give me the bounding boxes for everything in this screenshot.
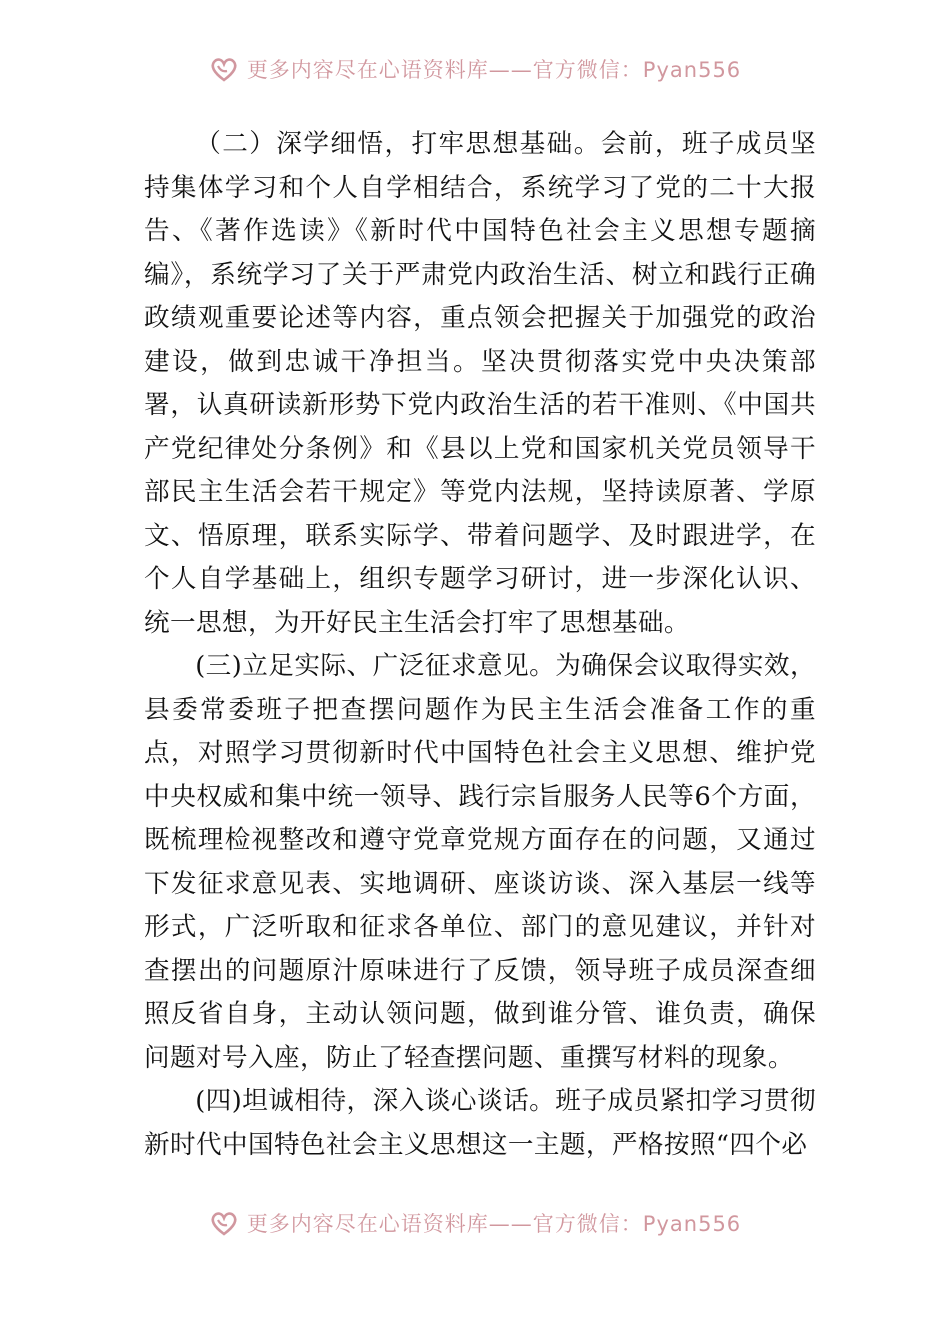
watermark-footer — [0, 1206, 950, 1240]
paragraph-section-3: (三)立足实际、广泛征求意见。为确保会议取得实效，县委常委班子把查摆问题作为民主生活会准备工作的重点，对照学习贯彻新时代中国特色社会主义思想、维护党中央权威和集中统一领导、践行宗旨服务人民等6个方面，既梳理检视整改和遵守党章党规方面存在的问题，又通过下发征求意见表、实地调研、座谈访谈、深入基层一线等形式，广泛听取和征求各单位、部门的意见建议，并针对查摆出的问题原汁原味进行了反馈，领导班子成员深查细照反省自身，主动认领问题，做到谁分管、谁负责，确保问题对号入座，防止了轻查摆问题、重撰写材料的现象。 — [144, 651, 816, 1073]
watermark-text: 更多内容尽在心语资料库——官方微信：Pyan556 — [246, 1212, 742, 1236]
paragraph-section-2: （二）深学细悟，打牢思想基础。会前，班子成员坚持集体学习和个人自学相结合，系统学习了党的二十大报告、《著作选读》《新时代中国特色社会主义思想专题摘编》，系统学习了关于严肃党内政治生活、树立和践行正确政绩观重要论述等内容，重点领会把握关于加强党的政治建设，做到忠诚干净担当。坚决贯彻落实党中央决策部署，认真研读新形势下党内政治生活的若干准则、《中国共产党纪律处分条例》和《县以上党和国家机关党员领导干部民主生活会若干规定》等党内法规，坚持读原著、学原文、悟原理，联系实际学、带着问题学、及时跟进学，在个人自学基础上，组织专题学习研讨，进一步深化认识、统一思想，为开好民主生活会打牢了思想基础。 — [144, 129, 816, 638]
heart-logo-icon — [209, 1208, 239, 1238]
watermark-header — [0, 52, 950, 86]
watermark-text: 更多内容尽在心语资料库——官方微信：Pyan556 — [246, 58, 742, 82]
paragraph-section-4: (四)坦诚相待，深入谈心谈话。班子成员紧扣学习贯彻新时代中国特色社会主义思想这一主题，严格按照“四个必 — [144, 1086, 816, 1160]
heart-logo-icon — [209, 54, 239, 84]
document-body — [144, 123, 816, 1167]
